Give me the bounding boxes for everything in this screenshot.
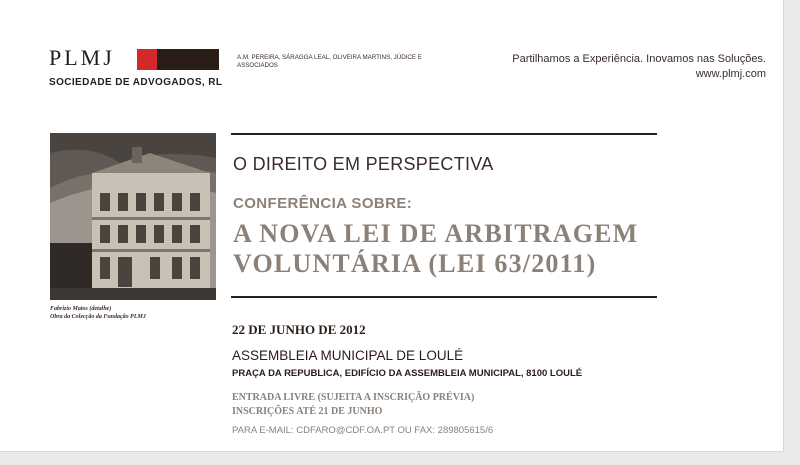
- signup-deadline: INSCRIÇÕES ATÉ 21 DE JUNHO: [232, 406, 383, 417]
- building-photo-icon: [50, 133, 216, 300]
- artwork-caption: [50, 305, 146, 321]
- event-address: PRAÇA DA REPUBLICA, EDIFÍCIO DA ASSEMBLEIA MUNICIPAL, 8100 LOULÉ: [232, 368, 583, 379]
- partners-line: A.M. PEREIRA, SÁRAGGA LEAL, OLIVEIRA MARTINS, JÚDICE E ASSOCIADOS: [237, 54, 422, 69]
- conference-title: [233, 219, 638, 279]
- event-venue: ASSEMBLEIA MUNICIPAL DE LOULÉ: [232, 348, 464, 363]
- logo-subtitle: SOCIEDADE DE ADVOGADOS, RL: [49, 77, 223, 88]
- caption-collection: Obra da Colecção da Fundação PLMJ: [50, 314, 146, 320]
- building-photo: [50, 133, 216, 300]
- logo-dark-block: [157, 49, 219, 70]
- logo-wordmark: PLMJ: [49, 45, 115, 70]
- caption-artist: Fabrizio Matos (detalhe): [50, 306, 112, 312]
- bottom-divider: [231, 296, 657, 298]
- contact-info[interactable]: PARA E-MAIL: CDFARO@CDF.OA.PT OU FAX: 289805615/6: [232, 425, 494, 436]
- conference-title-line2: VOLUNTÁRIA (LEI 63/2011): [233, 249, 597, 278]
- entry-note: ENTRADA LIVRE (SUJEITA A INSCRIÇÃO PRÉVIA): [232, 392, 475, 403]
- top-divider: [231, 133, 657, 135]
- tagline-block: [512, 52, 766, 82]
- event-date: 22 DE JUNHO DE 2012: [232, 322, 366, 337]
- conference-title-line1: A NOVA LEI DE ARBITRAGEM: [233, 219, 639, 248]
- section-title: O DIREITO EM PERSPECTIVA: [233, 154, 494, 174]
- conference-label: CONFERÊNCIA SOBRE:: [233, 195, 413, 212]
- tagline-text: Partilhamos a Experiência. Inovamos nas Soluções.: [512, 53, 766, 65]
- website-link[interactable]: www.plmj.com: [695, 68, 766, 80]
- logo-red-block: [137, 49, 157, 70]
